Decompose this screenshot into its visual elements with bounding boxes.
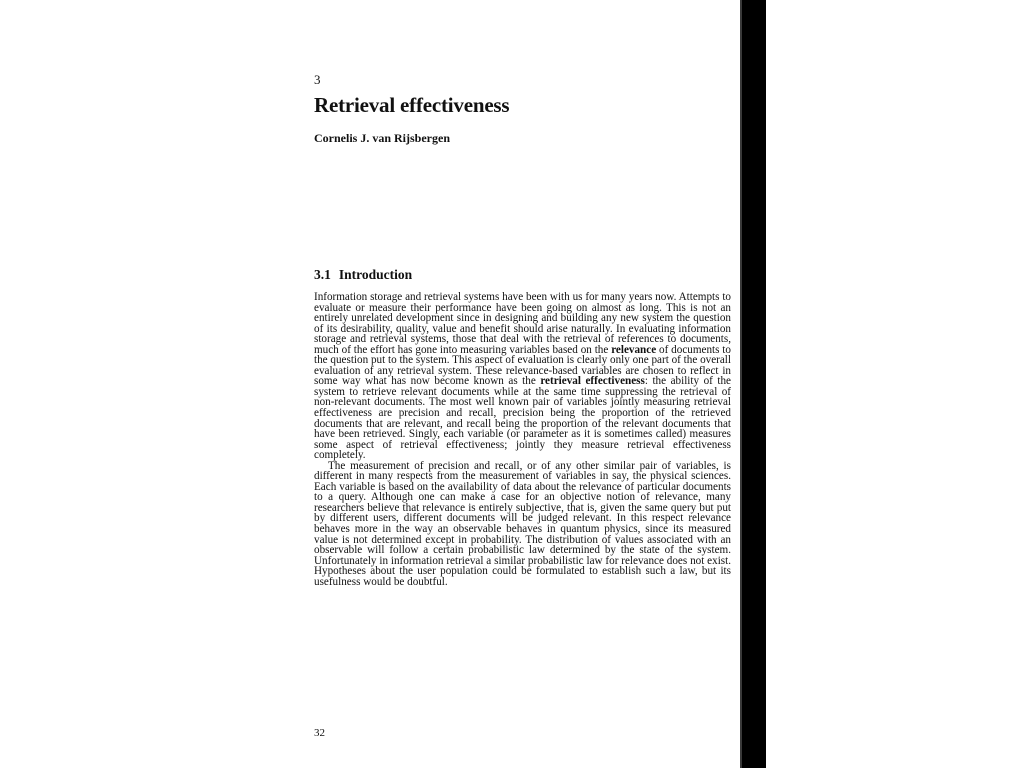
term-relevance: relevance — [611, 343, 657, 356]
paragraph-1-part-1: Information storage and retrieval systems have been with us for many years now. Attempts to evaluate or measure their performance have been going on almost as long. This is not an entirely unrelated development since in designing and building any new system the question of its desirability, quality, value and benefit should arise naturally. In evaluating information storage and retrieval systems, those that deal with the retrieval of references to documents, much of the effort has gone into measuring variables based on the — [314, 291, 731, 356]
section-title: Introduction — [338, 267, 413, 282]
paragraph-1 — [314, 292, 731, 461]
chapter-title: Retrieval effectiveness — [314, 93, 510, 117]
page-number: 32 — [314, 727, 325, 739]
section-number: 3.1 — [314, 267, 331, 282]
section-heading — [314, 266, 412, 283]
scan-black-margin — [742, 0, 766, 768]
paragraph-1-part-2: of documents to the question put to the system. This aspect of evaluation is clearly only one part of the overall evaluation of any retrieval system. These relevance-based variables are chosen to reflect in some way what has now become known as the — [314, 343, 731, 388]
author-name: Cornelis J. van Rijsbergen — [314, 131, 450, 145]
chapter-number: 3 — [314, 72, 321, 87]
paragraph-2: The measurement of precision and recall, or of any other similar pair of variables, is different in many respects from the measurement of variables in say, the physical sciences. Each variable is based on the availability of data about the relevance of particular documents to a query. Although one can make a case for an objective notion of relevance, many researchers believe that relevance is entirely subjective, that is, given the same query but put by different users, different documents will be judged relevant. In this respect relevance behaves more in the way an observable behaves in quantum physics, since its measured value is not determined except in probability. The distribution of values associated with an observable will follow a certain probabilistic law determined by the state of the system. Unfortunately in information retrieval a similar probabilistic law for relevance does not exist. Hypotheses about the user population could be formulated to establish such a law, but its usefulness would be doubtful. — [314, 459, 731, 588]
body-text — [314, 292, 731, 587]
paragraph-1-part-3: : the ability of the system to retrieve relevant documents while at the same time suppressing the retrieval of non-relevant documents. The most well known pair of variables jointly measuring retrieval effectiveness are precision and recall, precision being the proportion of the retrieved documents that are relevant, and recall being the proportion of the relevant documents that have been retrieved. Singly, each variable (or parameter as it is sometimes called) measures some aspect of retrieval effectiveness; jointly they measure retrieval effectiveness completely. — [314, 375, 731, 462]
term-retrieval-effectiveness: retrieval effectiveness — [540, 375, 645, 388]
